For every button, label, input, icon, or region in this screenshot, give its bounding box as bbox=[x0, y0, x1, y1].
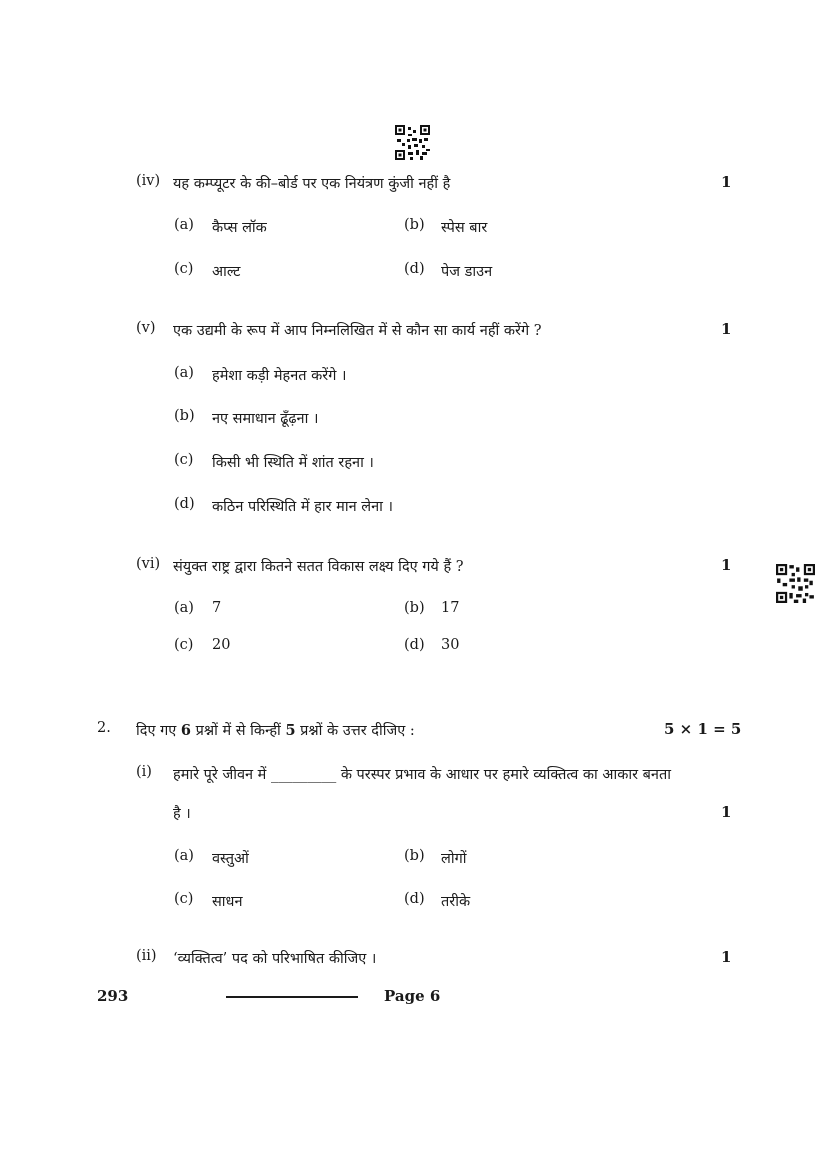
option-label: (c) bbox=[174, 891, 194, 907]
paper-code: 293 bbox=[97, 987, 129, 1005]
question-text: हमारे पूरे जीवन में _________ के परस्पर प्रभाव के आधार पर हमारे व्यक्तित्व का आकार बनता bbox=[173, 767, 672, 783]
option-text: कठिन परिस्थिति में हार मान लेना । bbox=[212, 499, 393, 515]
option-label: (d) bbox=[404, 891, 425, 907]
option-text: तरीके bbox=[441, 894, 471, 910]
section-marks: 5 × 1 = 5 bbox=[664, 720, 742, 738]
section-number: 2. bbox=[97, 720, 111, 736]
question-text-cont: है । bbox=[173, 806, 191, 822]
question-number: (iv) bbox=[136, 173, 161, 189]
question-text: ‘व्यक्तित्व’ पद को परिभाषित कीजिए । bbox=[173, 951, 377, 967]
section-instruction bbox=[136, 720, 415, 740]
option-text: पेज डाउन bbox=[441, 264, 493, 280]
qr-code-side bbox=[776, 564, 815, 603]
option-label: (a) bbox=[174, 365, 194, 381]
question-number: (i) bbox=[136, 764, 152, 780]
question-marks: 1 bbox=[721, 173, 732, 191]
option-label: (d) bbox=[404, 261, 425, 277]
question-marks: 1 bbox=[721, 320, 732, 338]
question-text: यह कम्प्यूटर के की–बोर्ड पर एक नियंत्रण कुंजी नहीं है bbox=[173, 176, 451, 192]
question-marks: 1 bbox=[721, 803, 732, 821]
option-text: 17 bbox=[441, 600, 460, 616]
option-label: (b) bbox=[404, 217, 425, 233]
instruction-count-answer: 5 bbox=[285, 722, 296, 739]
option-text: 30 bbox=[441, 637, 460, 653]
option-label: (a) bbox=[174, 600, 194, 616]
instruction-pre: दिए गए bbox=[136, 723, 181, 739]
option-text: वस्तुओं bbox=[212, 851, 249, 867]
option-label: (c) bbox=[174, 452, 194, 468]
question-text: संयुक्त राष्ट्र द्वारा कितने सतत विकास लक्ष्य दिए गये हैं ? bbox=[173, 559, 464, 575]
option-label: (a) bbox=[174, 848, 194, 864]
instruction-count-total: 6 bbox=[180, 722, 191, 739]
option-text: 7 bbox=[212, 600, 222, 616]
option-label: (d) bbox=[174, 496, 195, 512]
question-number: (vi) bbox=[136, 556, 161, 572]
option-label: (b) bbox=[174, 408, 195, 424]
option-text: कैप्स लॉक bbox=[212, 220, 267, 236]
instruction-mid: प्रश्नों में से किन्हीं bbox=[190, 723, 286, 739]
option-label: (a) bbox=[174, 217, 194, 233]
option-text: साधन bbox=[212, 894, 243, 910]
option-text: लोगों bbox=[441, 851, 467, 867]
question-marks: 1 bbox=[721, 556, 732, 574]
question-text: एक उद्यमी के रूप में आप निम्नलिखित में से कौन सा कार्य नहीं करेंगे ? bbox=[173, 323, 542, 339]
option-text: स्पेस बार bbox=[441, 220, 488, 236]
option-text: किसी भी स्थिति में शांत रहना । bbox=[212, 455, 374, 471]
page-number: Page 6 bbox=[384, 987, 441, 1005]
question-number: (ii) bbox=[136, 948, 157, 964]
footer-divider bbox=[226, 996, 358, 998]
option-label: (b) bbox=[404, 848, 425, 864]
option-text: आल्ट bbox=[212, 264, 241, 280]
option-label: (b) bbox=[404, 600, 425, 616]
instruction-post: प्रश्नों के उत्तर दीजिए : bbox=[295, 723, 415, 739]
question-marks: 1 bbox=[721, 948, 732, 966]
option-label: (d) bbox=[404, 637, 425, 653]
option-text: 20 bbox=[212, 637, 231, 653]
qr-code-top bbox=[395, 125, 430, 160]
question-number: (v) bbox=[136, 320, 156, 336]
option-text: नए समाधान ढूँढ़ना । bbox=[212, 411, 319, 427]
option-text: हमेशा कड़ी मेहनत करेंगे । bbox=[212, 368, 347, 384]
option-label: (c) bbox=[174, 637, 194, 653]
option-label: (c) bbox=[174, 261, 194, 277]
